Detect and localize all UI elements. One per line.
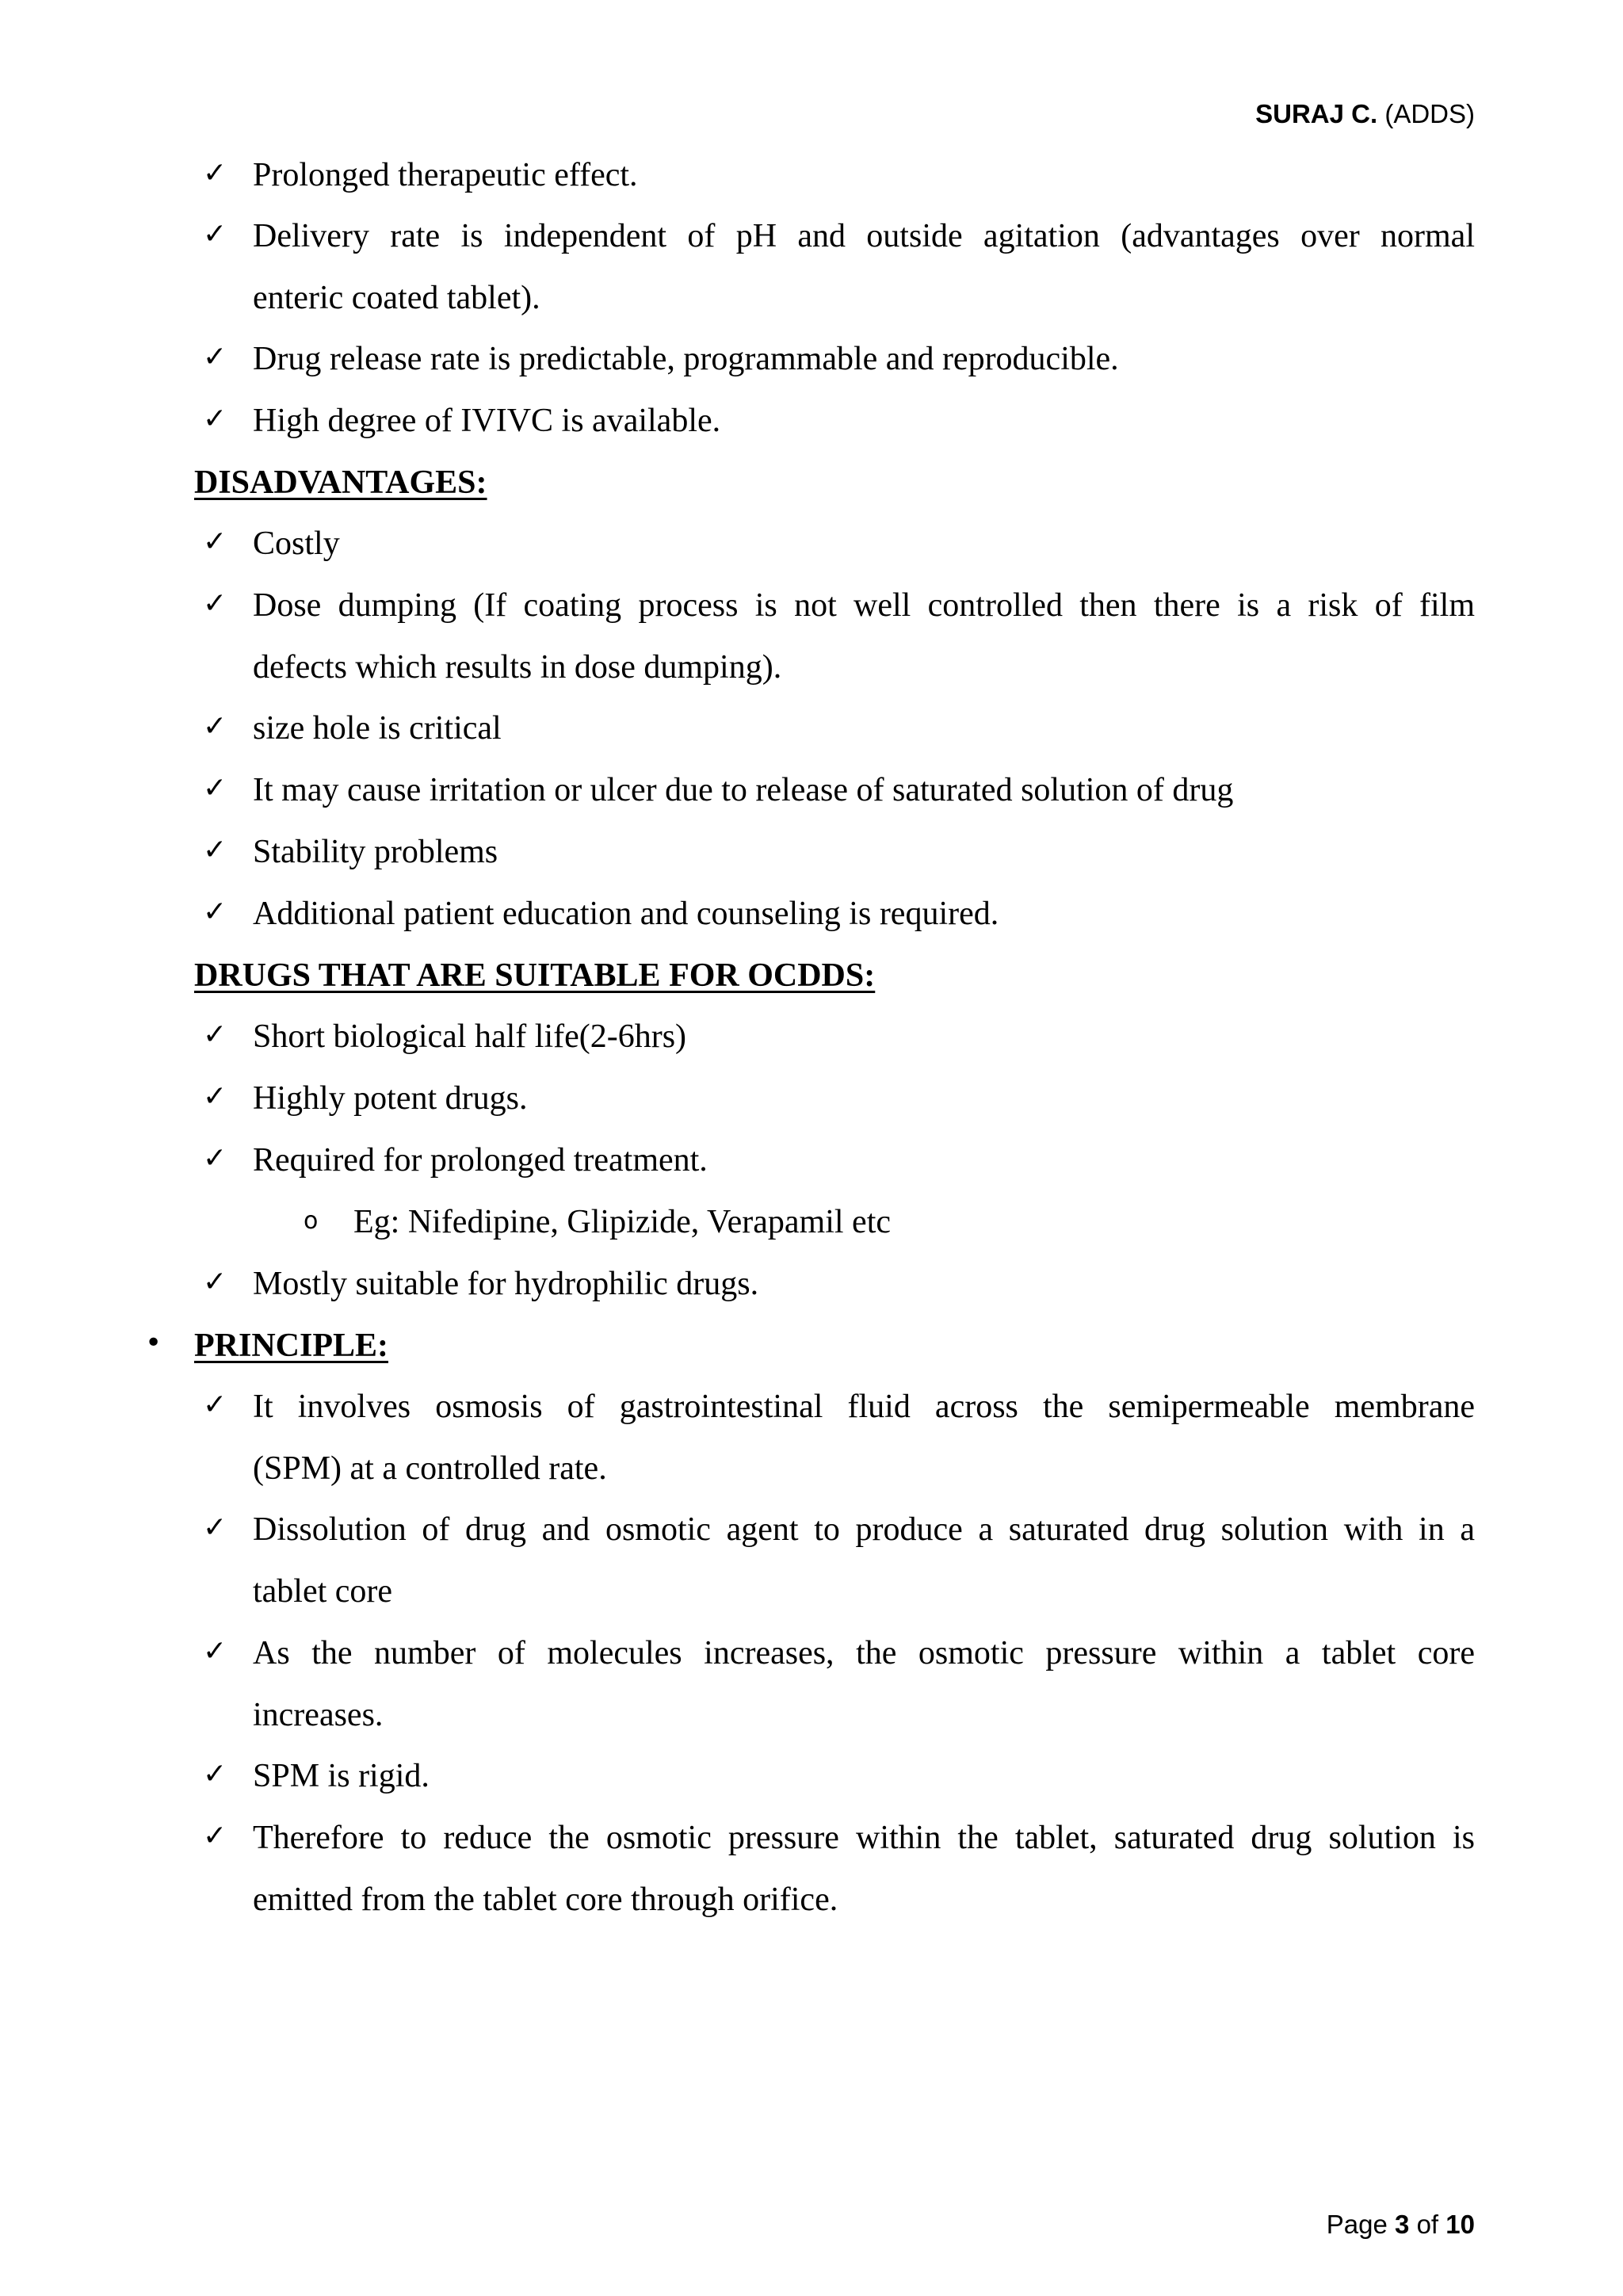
list-item: It involves osmosis of gastrointestinal fluid across the semipermeable membrane [253,1389,1475,1425]
page-header [1255,101,1475,127]
check-icon: ✓ [203,1080,227,1113]
check-icon: ✓ [203,772,227,804]
check-icon: ✓ [203,1266,227,1298]
list-item: Mostly suitable for hydrophilic drugs. [253,1266,759,1302]
bullet-icon: • [145,1327,162,1359]
list-item: Highly potent drugs. [253,1080,528,1117]
check-icon: ✓ [203,896,227,928]
list-item: Short biological half life(2-6hrs) [253,1018,687,1055]
footer-page-label: Page [1326,2210,1388,2239]
list-item: Prolonged therapeutic effect. [253,157,638,193]
list-item-continuation: defects which results in dose dumping). [253,649,782,686]
section-heading-principle: PRINCIPLE: [194,1328,389,1364]
list-item: size hole is critical [253,710,502,747]
check-icon: ✓ [203,341,227,373]
section-heading-disadvantages: DISADVANTAGES: [194,464,487,501]
list-item: Additional patient education and counseling is required. [253,896,999,932]
sub-list-item: Eg: Nifedipine, Glipizide, Verapamil etc [353,1204,892,1240]
list-item: It may cause irritation or ulcer due to release of saturated solution of drug [253,772,1234,808]
list-item: Dose dumping (If coating process is not well controlled then there is a risk of film [253,587,1475,624]
check-icon: ✓ [203,1758,227,1790]
check-icon: ✓ [203,1389,227,1421]
check-icon: ✓ [203,403,227,435]
list-item: SPM is rigid. [253,1758,430,1794]
list-item: Required for prolonged treatment. [253,1142,708,1179]
check-icon: ✓ [203,1820,227,1852]
list-item-continuation: tablet core [253,1573,393,1610]
check-icon: ✓ [203,587,227,620]
list-item-continuation: emitted from the tablet core through orifice. [253,1881,838,1918]
list-item: Stability problems [253,834,498,870]
list-item-continuation: (SPM) at a controlled rate. [253,1450,607,1487]
check-icon: ✓ [203,710,227,743]
list-item: High degree of IVIVC is available. [253,403,721,439]
check-icon: ✓ [203,218,227,250]
list-item: Therefore to reduce the osmotic pressure within the tablet, saturated drug solution is [253,1820,1475,1856]
section-heading-suitable-drugs: DRUGS THAT ARE SUITABLE FOR OCDDS: [194,957,876,994]
footer-total-pages: 10 [1445,2210,1475,2239]
check-icon: ✓ [203,1018,227,1051]
list-item: As the number of molecules increases, the osmotic pressure within a tablet core [253,1635,1475,1671]
list-item-continuation: increases. [253,1697,384,1733]
list-item: Costly [253,525,340,562]
list-item-continuation: enteric coated tablet). [253,280,540,316]
header-author: SURAJ C. [1255,99,1378,128]
list-item: Dissolution of drug and osmotic agent to produce a saturated drug solution with in a [253,1511,1475,1548]
check-icon: ✓ [203,1635,227,1668]
check-icon: ✓ [203,1511,227,1544]
footer-of-label: of [1416,2210,1439,2239]
check-icon: ✓ [203,834,227,866]
check-icon: ✓ [203,525,227,558]
footer-current-page: 3 [1395,2210,1410,2239]
check-icon: ✓ [203,1142,227,1175]
check-icon: ✓ [203,157,227,189]
header-course: (ADDS) [1384,99,1475,128]
list-item: Delivery rate is independent of pH and outside agitation (advantages over normal [253,218,1475,254]
list-item: Drug release rate is predictable, programmable and reproducible. [253,341,1119,377]
page-footer [1327,2211,1475,2237]
sub-bullet-icon: o [304,1207,319,1235]
